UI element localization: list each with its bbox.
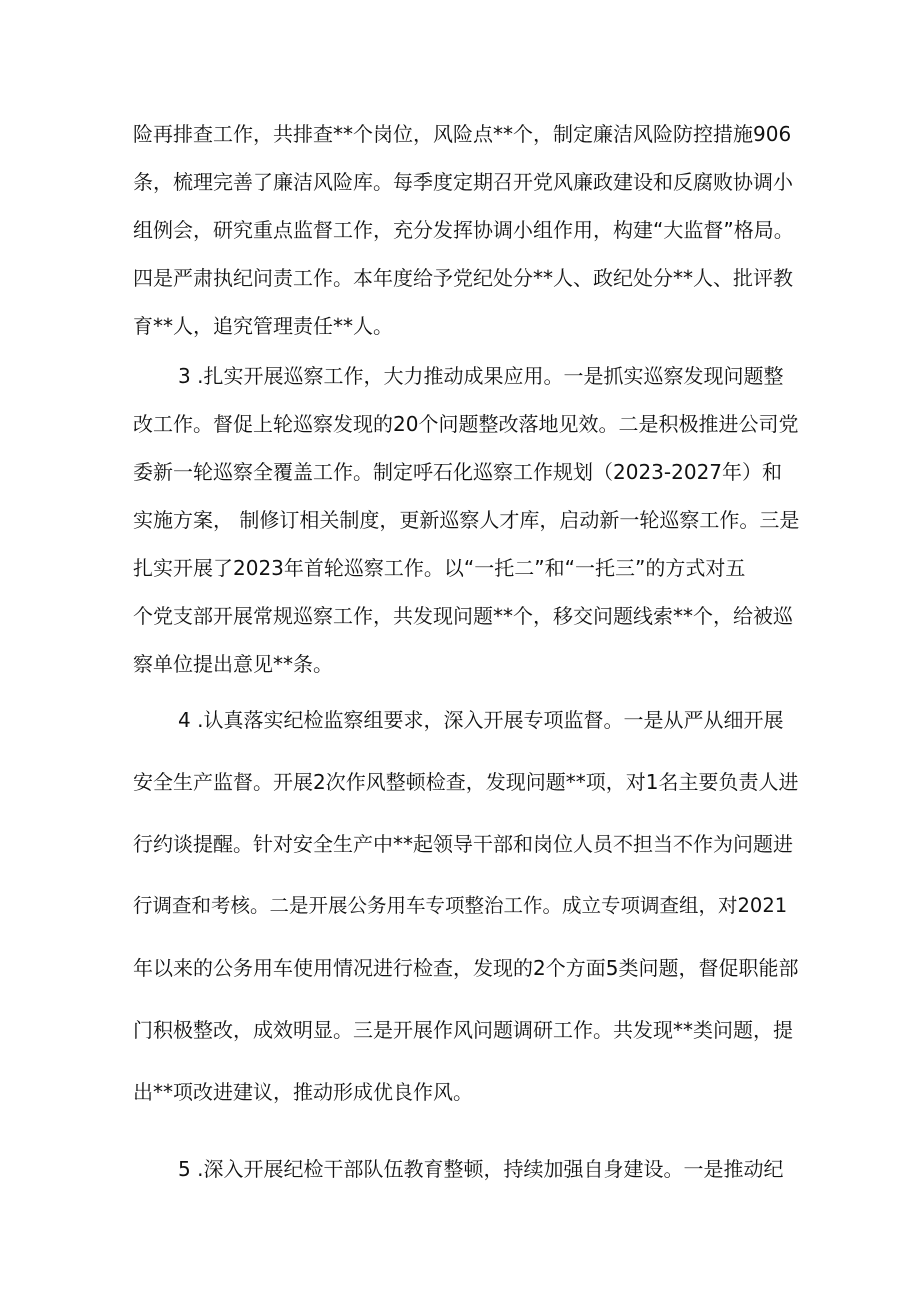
text-line: 出**项改进建议，推动形成优良作风。	[133, 1080, 473, 1104]
text-line: 行调查和考核。二是开展公务用车专项整治工作。成立专项调查组，对2021	[133, 894, 788, 917]
text-line: 四是严肃执纪问责工作。本年度给予党纪处分**人、政纪处分**人、批评教	[133, 266, 793, 290]
text-line: 5 .深入开展纪检干部队伍教育整顿，持续加强自身建设。一是推动纪	[178, 1157, 784, 1181]
text-line: 年以来的公务用车使用情况进行检查，发现的2个方面5类问题，督促职能部	[133, 956, 799, 980]
text-line: 门积极整改，成效明显。三是开展作风问题调研工作。共发现**类问题，提	[133, 1018, 793, 1042]
text-line: 实施方案， 制修订相关制度，更新巡察人才库，启动新一轮巡察工作。三是	[133, 508, 800, 532]
text-line: 改工作。督促上轮巡察发现的20个问题整改落地见效。二是积极推进公司党	[133, 412, 799, 436]
text-line: 险再排查工作，共排查**个岗位，风险点**个，制定廉洁风险防控措施906	[133, 122, 792, 146]
text-line: 安全生产监督。开展2次作风整顿检查，发现问题**项，对1名主要负责人进	[133, 770, 799, 794]
text-line: 委新一轮巡察全覆盖工作。制定呼石化巡察工作规划（2023-2027年）和	[133, 460, 783, 484]
text-line: 育**人，追究管理责任**人。	[133, 314, 393, 338]
text-line: 条，梳理完善了廉洁风险库。每季度定期召开党风廉政建设和反腐败协调小	[133, 170, 793, 194]
text-line: 行约谈提醒。针对安全生产中**起领导干部和岗位人员不担当不作为问题进	[133, 832, 793, 856]
text-line: 4 .认真落实纪检监察组要求，深入开展专项监督。一是从严从细开展	[178, 708, 784, 732]
text-line: 个党支部开展常规巡察工作，共发现问题**个，移交问题线索**个，给被巡	[133, 604, 793, 628]
text-line: 3 .扎实开展巡察工作，大力推动成果应用。一是抓实巡察发现问题整	[178, 364, 784, 388]
text-line: 组例会，研究重点监督工作，充分发挥协调小组作用，构建“大监督”格局。	[133, 218, 794, 242]
text-line: 扎实开展了2023年首轮巡察工作。以“一托二”和“一托三”的方式对五	[133, 556, 746, 580]
text-line: 察单位提出意见**条。	[133, 652, 333, 676]
